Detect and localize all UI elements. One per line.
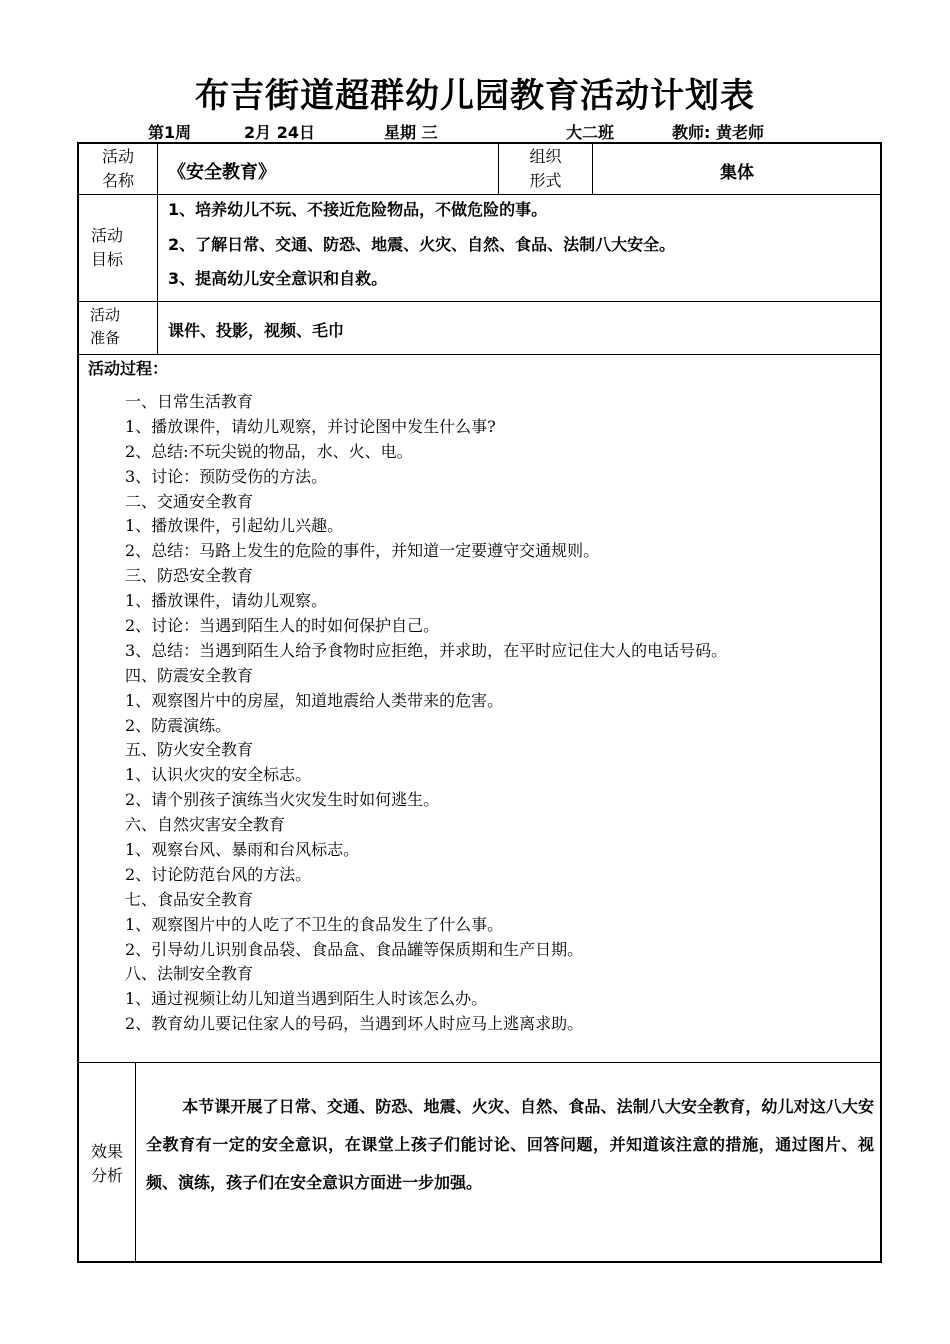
- column-divider: [157, 143, 158, 354]
- date: 2月 24日: [244, 123, 315, 142]
- process-line: 1、播放课件，引起幼儿兴趣。: [125, 516, 344, 536]
- goals-label: 活动 目标: [90, 226, 123, 269]
- process-line: 四、防震安全教育: [125, 665, 254, 685]
- process-line: 2、讨论防范台风的方法。: [125, 864, 312, 884]
- process-line: 七、食品安全教育: [125, 889, 254, 909]
- process-line: 1、认识火灾的安全标志。: [125, 765, 312, 785]
- preparation-value: 课件、投影，视频、毛巾: [168, 321, 345, 340]
- process-line: 3、总结：当遇到陌生人给予食物时应拒绝，并求助，在平时应记住大人的电话号码。: [125, 640, 728, 660]
- analysis-label: 效果 分析: [90, 1142, 123, 1185]
- goal-item: 3、提高幼儿安全意识和自救。: [168, 269, 388, 288]
- process-label: 活动过程：: [88, 359, 169, 378]
- preparation-label: 活动 准备: [89, 306, 120, 347]
- teacher-name: 教师: 黄老师: [672, 123, 764, 142]
- row-divider: [77, 1062, 882, 1063]
- process-line: 2、总结：马路上发生的危险的事件，并知道一定要遵守交通规则。: [125, 541, 600, 561]
- weekday: 星期 三: [384, 123, 438, 142]
- week-number: 第1周: [148, 123, 192, 142]
- process-line: 1、通过视频让幼儿知道当遇到陌生人时该怎么办。: [125, 989, 488, 1009]
- activity-name-label: 活动 名称: [101, 147, 134, 190]
- row-divider: [77, 301, 882, 302]
- row-divider: [77, 194, 882, 195]
- process-line: 2、请个别孩子演练当火灾发生时如何逃生。: [125, 790, 440, 810]
- process-line: 一、日常生活教育: [125, 392, 254, 411]
- goal-item: 2、了解日常、交通、防恐、地震、火灾、自然、食品、法制八大安全。: [168, 235, 676, 254]
- process-line: 二、交通安全教育: [125, 491, 254, 511]
- goal-item: 1、培养幼儿不玩、不接近危险物品，不做危险的事。: [168, 200, 548, 219]
- process-line: 2、教育幼儿要记住家人的号码，当遇到坏人时应马上逃离求助。: [125, 1014, 584, 1034]
- process-line: 1、观察图片中的人吃了不卫生的食品发生了什么事。: [125, 914, 504, 934]
- row-divider: [77, 354, 882, 355]
- process-line: 2、总结:不玩尖锐的物品，水、火、电。: [125, 441, 413, 461]
- activity-name-value: 《安全教育》: [168, 162, 276, 183]
- process-line: 八、法制安全教育: [125, 964, 254, 984]
- process-line: 五、防火安全教育: [125, 740, 254, 760]
- process-line: 六、自然灾害安全教育: [125, 815, 286, 835]
- process-line: 1、播放课件，请幼儿观察。: [125, 591, 328, 611]
- process-line: 三、防恐安全教育: [125, 566, 254, 586]
- process-line: 3、讨论：预防受伤的方法。: [125, 466, 328, 486]
- analysis-text: 本节课开展了日常、交通、防恐、地震、火灾、自然、食品、法制八大安全教育，幼儿对这八大安全教育有一定的安全意识，在课堂上孩子们能讨论、回答问题，并知道该注意的措施，通过图片、视频、演练，孩子们在安全意识方面进一步加强。: [146, 1097, 874, 1192]
- class-name: 大二班: [566, 123, 615, 142]
- process-line: 2、引导幼儿识别食品袋、食品盒、食品罐等保质期和生产日期。: [125, 939, 584, 959]
- page-title: 布吉街道超群幼儿园教育活动计划表: [195, 76, 755, 116]
- organization-form-label: 组织 形式: [529, 147, 562, 190]
- organization-form-value: 集体: [720, 163, 754, 183]
- process-line: 1、播放课件，请幼儿观察，并讨论图中发生什么事?: [125, 416, 496, 436]
- process-line: 1、观察图片中的房屋，知道地震给人类带来的危害。: [125, 690, 504, 710]
- process-list: [125, 390, 727, 1037]
- process-line: 1、观察台风、暴雨和台风标志。: [125, 840, 360, 860]
- process-line: 2、讨论：当遇到陌生人的时如何保护自己。: [125, 616, 440, 636]
- process-line: 2、防震演练。: [125, 715, 232, 735]
- column-divider: [135, 1062, 136, 1262]
